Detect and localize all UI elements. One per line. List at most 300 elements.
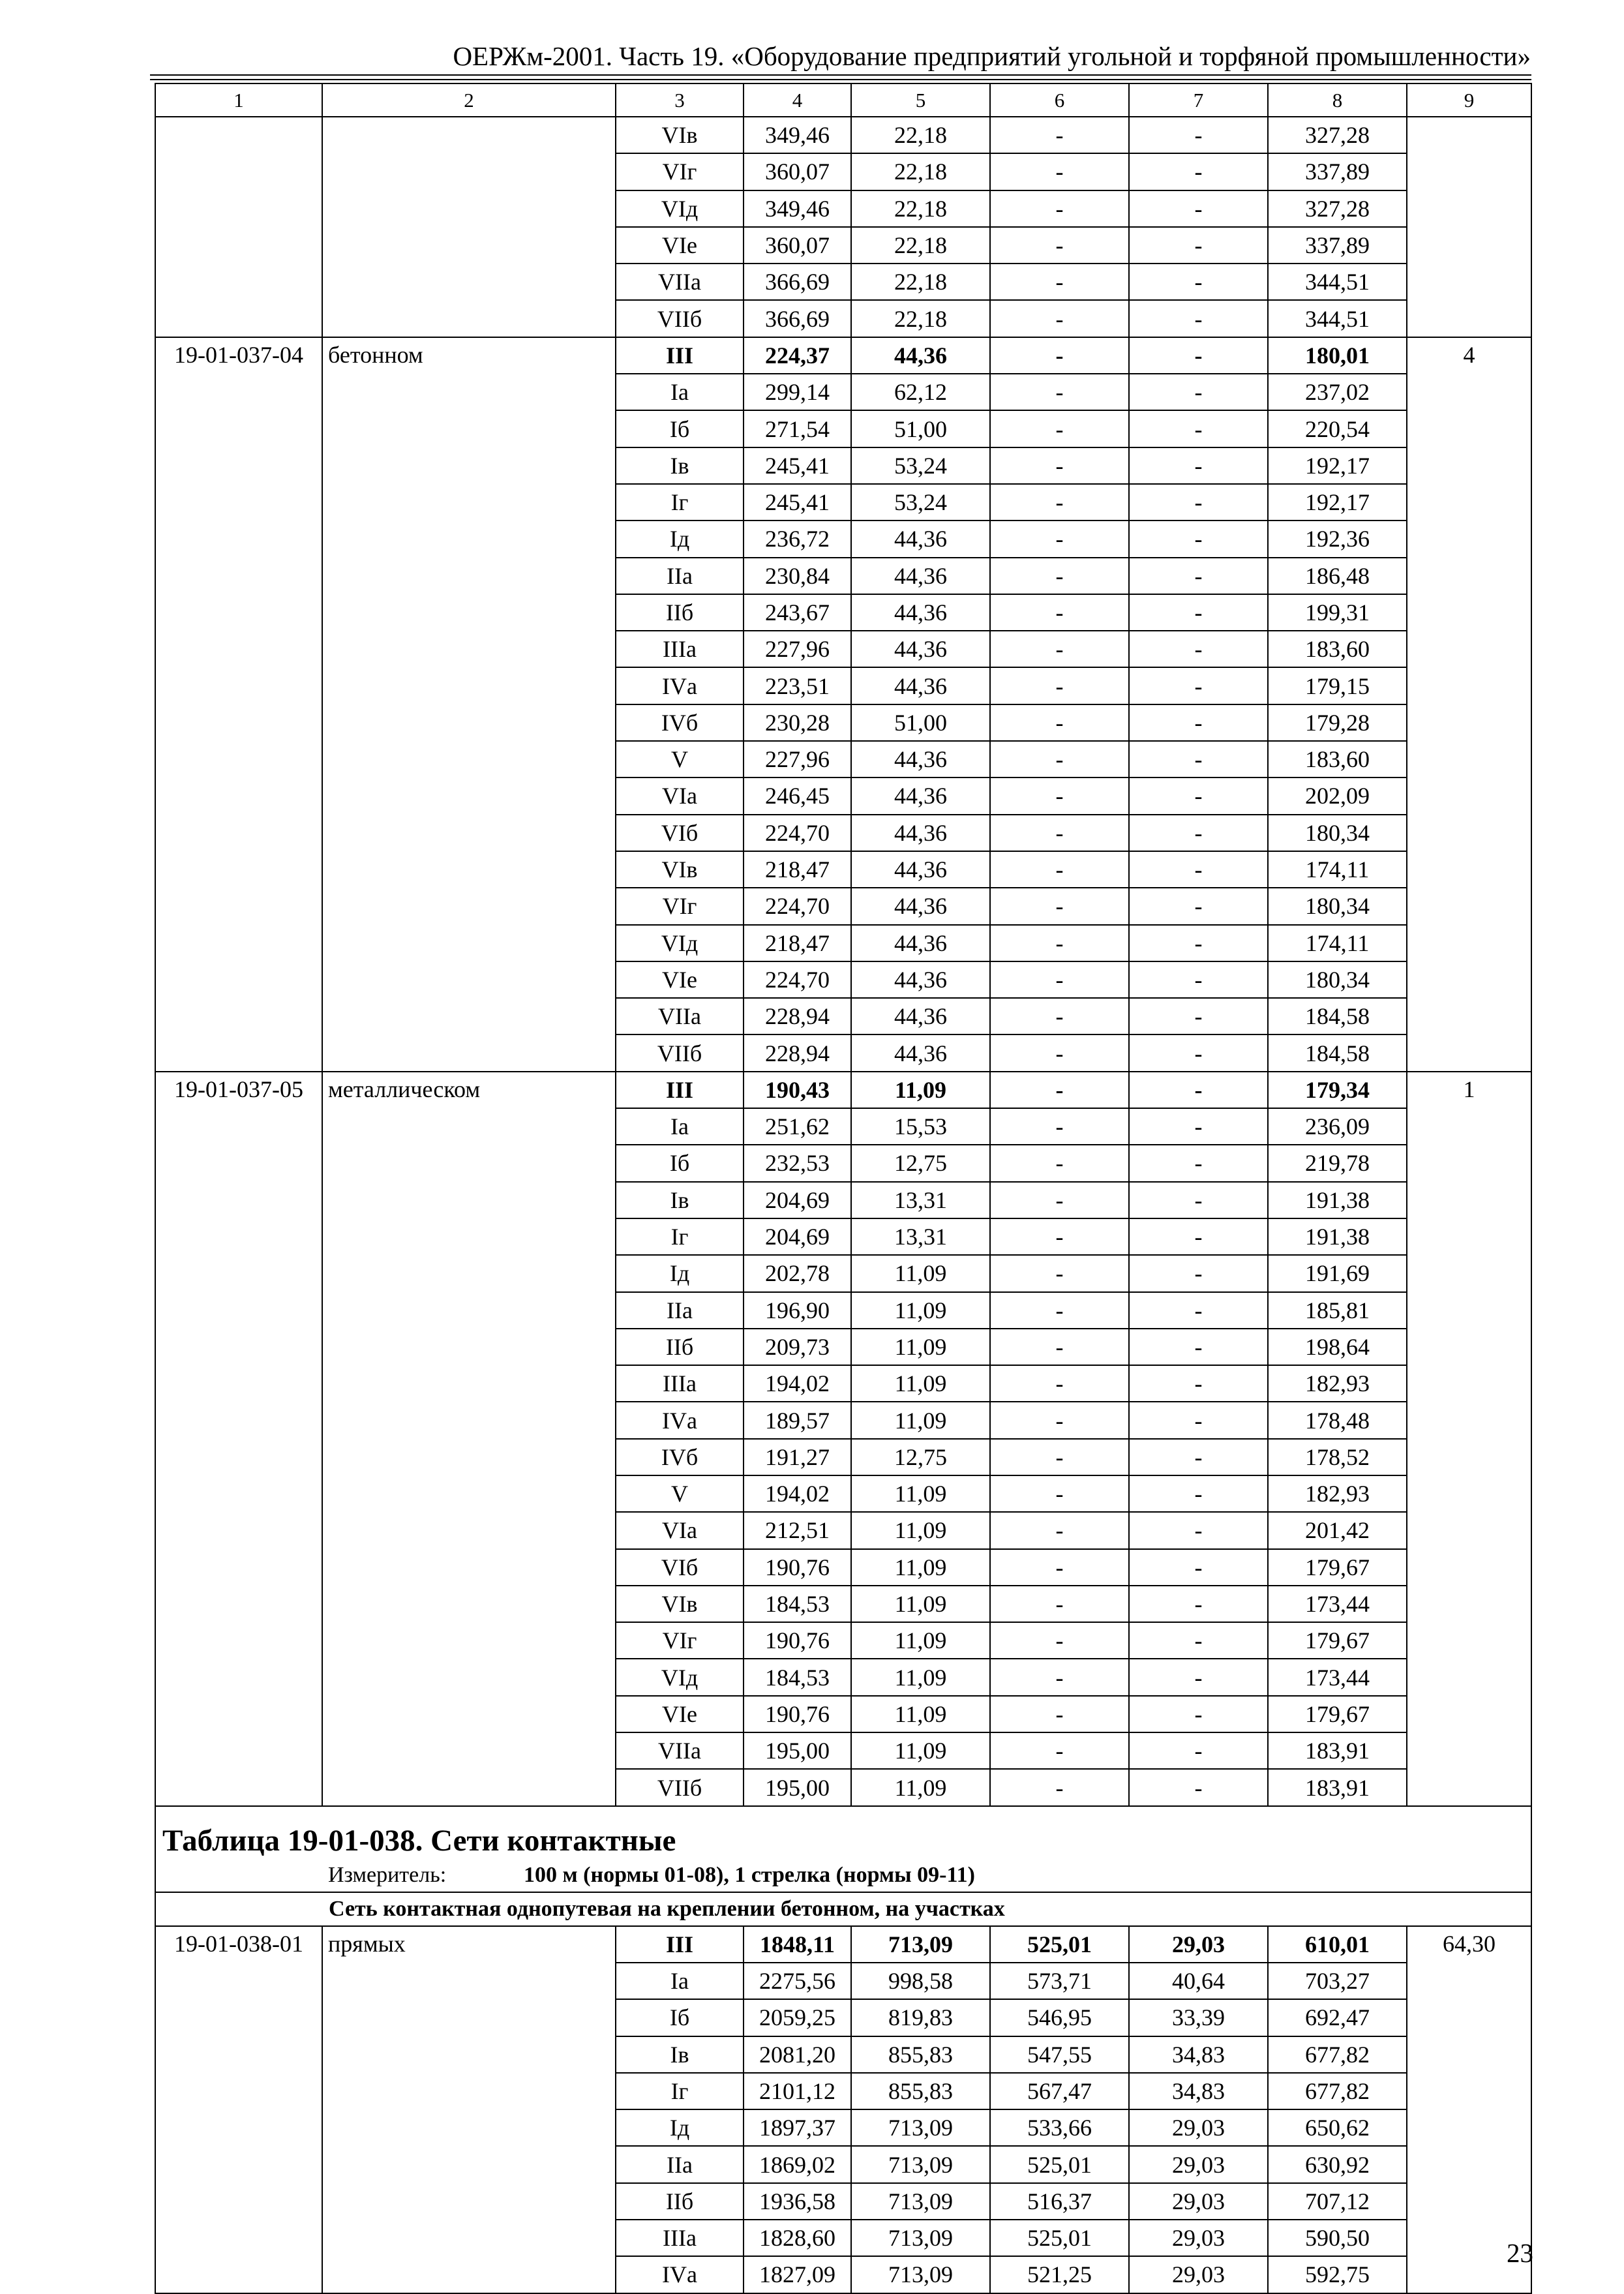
- cost-value: -: [990, 998, 1129, 1034]
- cost-value: -: [1129, 1182, 1268, 1218]
- cost-value: 713,09: [851, 2146, 990, 2182]
- cost-value: 29,03: [1129, 2183, 1268, 2220]
- cost-value: -: [990, 1439, 1129, 1475]
- table-title-row: [155, 1806, 1531, 1859]
- cost-value: -: [990, 1512, 1129, 1548]
- table-body-bottom: [155, 1926, 1531, 2293]
- cost-value: 184,58: [1268, 1034, 1407, 1071]
- zone-code: VIе: [616, 1696, 744, 1732]
- cost-value: 189,57: [744, 1402, 851, 1438]
- cost-value: 11,09: [851, 1512, 990, 1548]
- cost-value: 223,51: [744, 667, 851, 704]
- weight-value: 64,30: [1407, 1926, 1531, 2293]
- cost-value: 366,69: [744, 264, 851, 300]
- cost-value: -: [990, 1072, 1129, 1108]
- zone-code: VIд: [616, 1659, 744, 1695]
- cost-value: -: [1129, 1218, 1268, 1255]
- cost-value: 707,12: [1268, 2183, 1407, 2220]
- cost-value: 44,36: [851, 558, 990, 594]
- cost-value: -: [1129, 1586, 1268, 1622]
- cost-value: 190,76: [744, 1622, 851, 1659]
- cost-value: 713,09: [851, 2220, 990, 2256]
- cost-value: -: [990, 410, 1129, 447]
- cost-value: 224,70: [744, 961, 851, 998]
- cost-value: 546,95: [990, 1999, 1129, 2036]
- cost-value: 198,64: [1268, 1329, 1407, 1365]
- norm-name: бетонном: [322, 337, 616, 1072]
- cost-value: -: [990, 667, 1129, 704]
- cost-value: 11,09: [851, 1586, 990, 1622]
- cost-value: 44,36: [851, 667, 990, 704]
- cost-value: 22,18: [851, 227, 990, 264]
- cost-value: 51,00: [851, 410, 990, 447]
- cost-value: 228,94: [744, 1034, 851, 1071]
- cost-value: 344,51: [1268, 300, 1407, 337]
- cost-value: 44,36: [851, 594, 990, 631]
- cost-value: 29,03: [1129, 2146, 1268, 2182]
- measure-label: Измеритель:: [328, 1862, 447, 1887]
- cost-value: -: [1129, 117, 1268, 153]
- cost-value: 998,58: [851, 1963, 990, 1999]
- cost-value: -: [1129, 190, 1268, 227]
- cost-value: -: [1129, 1732, 1268, 1769]
- cost-value: -: [1129, 521, 1268, 557]
- norm-name: металлическом: [322, 1072, 616, 1806]
- norms-table-wrapper: [155, 83, 1531, 2294]
- cost-value: -: [1129, 558, 1268, 594]
- cost-value: 692,47: [1268, 1999, 1407, 2036]
- cost-value: 44,36: [851, 961, 990, 998]
- cost-value: 44,36: [851, 741, 990, 777]
- cost-value: 525,01: [990, 1926, 1129, 1963]
- cost-value: 547,55: [990, 2036, 1129, 2073]
- cost-value: 44,36: [851, 777, 990, 814]
- cost-value: -: [1129, 631, 1268, 667]
- cost-value: -: [990, 521, 1129, 557]
- cost-value: 201,42: [1268, 1512, 1407, 1548]
- cost-value: -: [1129, 410, 1268, 447]
- zone-code: V: [616, 741, 744, 777]
- cost-value: 1828,60: [744, 2220, 851, 2256]
- table-row: [155, 1926, 1531, 1963]
- cost-value: 11,09: [851, 1255, 990, 1291]
- cost-value: 192,17: [1268, 447, 1407, 484]
- cost-value: 236,09: [1268, 1108, 1407, 1145]
- cost-value: -: [990, 1292, 1129, 1329]
- cost-value: 12,75: [851, 1439, 990, 1475]
- cost-value: -: [990, 484, 1129, 521]
- cost-value: 243,67: [744, 594, 851, 631]
- cost-value: -: [1129, 227, 1268, 264]
- cost-value: -: [990, 227, 1129, 264]
- weight-value: 4: [1407, 337, 1531, 1072]
- cost-value: -: [1129, 1549, 1268, 1586]
- cost-value: 218,47: [744, 851, 851, 888]
- cost-value: 179,28: [1268, 704, 1407, 741]
- zone-code: VIIа: [616, 998, 744, 1034]
- cost-value: 179,15: [1268, 667, 1407, 704]
- cost-value: -: [990, 1182, 1129, 1218]
- cost-value: 180,34: [1268, 815, 1407, 851]
- cost-value: 191,27: [744, 1439, 851, 1475]
- cost-value: -: [1129, 1034, 1268, 1071]
- cost-value: 212,51: [744, 1512, 851, 1548]
- cost-value: -: [1129, 1108, 1268, 1145]
- cost-value: 713,09: [851, 2183, 990, 2220]
- cost-value: 204,69: [744, 1218, 851, 1255]
- cost-value: 29,03: [1129, 1926, 1268, 1963]
- norm-code: 19-01-037-04: [155, 337, 322, 1072]
- cost-value: -: [990, 1034, 1129, 1071]
- cost-value: -: [990, 190, 1129, 227]
- cost-value: 2275,56: [744, 1963, 851, 1999]
- cost-value: 29,03: [1129, 2109, 1268, 2146]
- cost-value: 337,89: [1268, 153, 1407, 190]
- cost-value: 516,37: [990, 2183, 1129, 2220]
- cost-value: -: [1129, 1659, 1268, 1695]
- cost-value: 11,09: [851, 1549, 990, 1586]
- cost-value: 202,09: [1268, 777, 1407, 814]
- norm-code: 19-01-038-01: [155, 1926, 322, 2293]
- cost-value: -: [990, 1218, 1129, 1255]
- cost-value: 11,09: [851, 1475, 990, 1512]
- zone-code: IIа: [616, 558, 744, 594]
- cost-value: -: [1129, 888, 1268, 924]
- cost-value: 34,83: [1129, 2036, 1268, 2073]
- zone-code: IVа: [616, 2256, 744, 2293]
- cost-value: -: [990, 337, 1129, 374]
- cost-value: -: [990, 594, 1129, 631]
- cost-value: 227,96: [744, 741, 851, 777]
- zone-code: VIв: [616, 851, 744, 888]
- cost-value: 245,41: [744, 484, 851, 521]
- cost-value: -: [990, 1145, 1129, 1181]
- cost-value: -: [1129, 1769, 1268, 1805]
- cost-value: -: [1129, 1329, 1268, 1365]
- cost-value: 40,64: [1129, 1963, 1268, 1999]
- cost-value: -: [990, 925, 1129, 961]
- cost-value: 237,02: [1268, 374, 1407, 410]
- cost-value: 230,28: [744, 704, 851, 741]
- cost-value: -: [990, 961, 1129, 998]
- cost-value: -: [1129, 777, 1268, 814]
- cost-value: 13,31: [851, 1182, 990, 1218]
- cost-value: -: [1129, 741, 1268, 777]
- cost-value: 194,02: [744, 1475, 851, 1512]
- column-number: 7: [1129, 83, 1268, 117]
- cost-value: 590,50: [1268, 2220, 1407, 2256]
- cost-value: 11,09: [851, 1072, 990, 1108]
- cost-value: 344,51: [1268, 264, 1407, 300]
- zone-code: IIIа: [616, 1365, 744, 1402]
- cost-value: 195,00: [744, 1732, 851, 1769]
- zone-code: Iд: [616, 521, 744, 557]
- cost-value: -: [990, 741, 1129, 777]
- cost-value: 44,36: [851, 925, 990, 961]
- cost-value: 819,83: [851, 1999, 990, 2036]
- cost-value: 218,47: [744, 925, 851, 961]
- zone-code: VIг: [616, 153, 744, 190]
- cost-value: -: [1129, 851, 1268, 888]
- cost-value: 713,09: [851, 2109, 990, 2146]
- weight-value: 1: [1407, 1072, 1531, 1806]
- cost-value: -: [990, 1659, 1129, 1695]
- zone-code: VIв: [616, 1586, 744, 1622]
- cost-value: 44,36: [851, 521, 990, 557]
- column-number: 9: [1407, 83, 1531, 117]
- cost-value: 11,09: [851, 1402, 990, 1438]
- cost-value: 521,25: [990, 2256, 1129, 2293]
- zone-code: III: [616, 1072, 744, 1108]
- cost-value: 173,44: [1268, 1586, 1407, 1622]
- column-number: 3: [616, 83, 744, 117]
- zone-code: VIд: [616, 925, 744, 961]
- cost-value: 192,36: [1268, 521, 1407, 557]
- cost-value: 610,01: [1268, 1926, 1407, 1963]
- zone-code: IVа: [616, 667, 744, 704]
- cost-value: -: [1129, 1292, 1268, 1329]
- cost-value: 183,91: [1268, 1732, 1407, 1769]
- cost-value: 182,93: [1268, 1475, 1407, 1512]
- norm-name: [322, 117, 616, 337]
- cost-value: 1936,58: [744, 2183, 851, 2220]
- cost-value: 224,70: [744, 888, 851, 924]
- cost-value: -: [1129, 998, 1268, 1034]
- table-row: [155, 117, 1531, 153]
- zone-code: VIIб: [616, 300, 744, 337]
- cost-value: 51,00: [851, 704, 990, 741]
- cost-value: -: [990, 300, 1129, 337]
- zone-code: Iг: [616, 2073, 744, 2109]
- section-row: [155, 1892, 1531, 1926]
- cost-value: -: [1129, 925, 1268, 961]
- cost-value: -: [1129, 264, 1268, 300]
- cost-value: -: [990, 117, 1129, 153]
- cost-value: 360,07: [744, 227, 851, 264]
- cost-value: 11,09: [851, 1365, 990, 1402]
- cost-value: 44,36: [851, 815, 990, 851]
- zone-code: III: [616, 1926, 744, 1963]
- cost-value: -: [1129, 1696, 1268, 1732]
- cost-value: 34,83: [1129, 2073, 1268, 2109]
- zone-code: Iг: [616, 484, 744, 521]
- cost-value: 184,53: [744, 1659, 851, 1695]
- zone-code: Iа: [616, 374, 744, 410]
- cost-value: 525,01: [990, 2146, 1129, 2182]
- cost-value: 33,39: [1129, 1999, 1268, 2036]
- cost-value: 184,53: [744, 1586, 851, 1622]
- norm-code: [155, 117, 322, 337]
- cost-value: 677,82: [1268, 2073, 1407, 2109]
- column-number-row: [155, 83, 1531, 117]
- cost-value: 185,81: [1268, 1292, 1407, 1329]
- cost-value: 190,43: [744, 1072, 851, 1108]
- measure-value: 100 м (нормы 01-08), 1 стрелка (нормы 09-11): [524, 1862, 975, 1887]
- cost-value: 11,09: [851, 1329, 990, 1365]
- zone-code: VIе: [616, 961, 744, 998]
- cost-value: -: [990, 1475, 1129, 1512]
- weight-value: [1407, 117, 1531, 337]
- table-38-header: [155, 1806, 1531, 1926]
- cost-value: 174,11: [1268, 925, 1407, 961]
- zone-code: Iб: [616, 1145, 744, 1181]
- cost-value: -: [990, 888, 1129, 924]
- cost-value: 1897,37: [744, 2109, 851, 2146]
- zone-code: VIб: [616, 815, 744, 851]
- zone-code: IVб: [616, 1439, 744, 1475]
- cost-value: -: [990, 1586, 1129, 1622]
- cost-value: 224,70: [744, 815, 851, 851]
- measure-row: [155, 1859, 1531, 1892]
- cost-value: 22,18: [851, 153, 990, 190]
- norms-table: [155, 83, 1532, 2294]
- cost-value: 299,14: [744, 374, 851, 410]
- cost-value: 525,01: [990, 2220, 1129, 2256]
- cost-value: 11,09: [851, 1622, 990, 1659]
- cost-value: 180,34: [1268, 888, 1407, 924]
- cost-value: 183,91: [1268, 1769, 1407, 1805]
- zone-code: Iб: [616, 1999, 744, 2036]
- cost-value: 650,62: [1268, 2109, 1407, 2146]
- zone-code: IIIа: [616, 631, 744, 667]
- cost-value: 22,18: [851, 264, 990, 300]
- cost-value: 2059,25: [744, 1999, 851, 2036]
- table-body-top: [155, 83, 1531, 1806]
- zone-code: Iа: [616, 1963, 744, 1999]
- cost-value: 245,41: [744, 447, 851, 484]
- cost-value: 29,03: [1129, 2256, 1268, 2293]
- cost-value: 202,78: [744, 1255, 851, 1291]
- cost-value: -: [990, 1769, 1129, 1805]
- zone-code: IIб: [616, 2183, 744, 2220]
- cost-value: 11,09: [851, 1292, 990, 1329]
- cost-value: 11,09: [851, 1732, 990, 1769]
- cost-value: 15,53: [851, 1108, 990, 1145]
- cost-value: 11,09: [851, 1696, 990, 1732]
- cost-value: 180,34: [1268, 961, 1407, 998]
- cost-value: -: [1129, 1402, 1268, 1438]
- cost-value: 271,54: [744, 410, 851, 447]
- cost-value: 855,83: [851, 2036, 990, 2073]
- zone-code: VIа: [616, 1512, 744, 1548]
- zone-code: Iв: [616, 1182, 744, 1218]
- zone-code: VIв: [616, 117, 744, 153]
- cost-value: -: [1129, 1439, 1268, 1475]
- cost-value: 337,89: [1268, 227, 1407, 264]
- cost-value: 190,76: [744, 1696, 851, 1732]
- cost-value: 327,28: [1268, 117, 1407, 153]
- cost-value: 186,48: [1268, 558, 1407, 594]
- cost-value: -: [1129, 1255, 1268, 1291]
- norm-code: 19-01-037-05: [155, 1072, 322, 1806]
- column-number: 8: [1268, 83, 1407, 117]
- cost-value: -: [990, 1329, 1129, 1365]
- cost-value: 13,31: [851, 1218, 990, 1255]
- cost-value: -: [1129, 484, 1268, 521]
- cost-value: 2101,12: [744, 2073, 851, 2109]
- cost-value: 179,67: [1268, 1696, 1407, 1732]
- cost-value: 184,58: [1268, 998, 1407, 1034]
- cost-value: -: [990, 1549, 1129, 1586]
- zone-code: IIа: [616, 1292, 744, 1329]
- cost-value: 232,53: [744, 1145, 851, 1181]
- cost-value: 178,52: [1268, 1439, 1407, 1475]
- cost-value: -: [1129, 447, 1268, 484]
- cost-value: 191,38: [1268, 1218, 1407, 1255]
- cost-value: -: [990, 374, 1129, 410]
- cost-value: 44,36: [851, 851, 990, 888]
- header-rule: [150, 79, 1531, 80]
- cost-value: 44,36: [851, 337, 990, 374]
- zone-code: VIд: [616, 190, 744, 227]
- column-number: 4: [744, 83, 851, 117]
- cost-value: 1848,11: [744, 1926, 851, 1963]
- cost-value: 246,45: [744, 777, 851, 814]
- cost-value: 183,60: [1268, 631, 1407, 667]
- zone-code: VIIб: [616, 1769, 744, 1805]
- cost-value: 12,75: [851, 1145, 990, 1181]
- cost-value: 174,11: [1268, 851, 1407, 888]
- cost-value: 230,84: [744, 558, 851, 594]
- cost-value: -: [1129, 1475, 1268, 1512]
- cost-value: 199,31: [1268, 594, 1407, 631]
- cost-value: 192,17: [1268, 484, 1407, 521]
- cost-value: -: [990, 704, 1129, 741]
- cost-value: 220,54: [1268, 410, 1407, 447]
- measure-cell: [155, 1859, 1531, 1892]
- zone-code: Iд: [616, 1255, 744, 1291]
- cost-value: -: [1129, 961, 1268, 998]
- cost-value: 224,37: [744, 337, 851, 374]
- zone-code: Iа: [616, 1108, 744, 1145]
- cost-value: -: [990, 264, 1129, 300]
- zone-code: VIIб: [616, 1034, 744, 1071]
- cost-value: 236,72: [744, 521, 851, 557]
- cost-value: 11,09: [851, 1659, 990, 1695]
- cost-value: 183,60: [1268, 741, 1407, 777]
- cost-value: -: [1129, 667, 1268, 704]
- zone-code: V: [616, 1475, 744, 1512]
- column-number: 5: [851, 83, 990, 117]
- cost-value: 29,03: [1129, 2220, 1268, 2256]
- cost-value: 573,71: [990, 1963, 1129, 1999]
- cost-value: 190,76: [744, 1549, 851, 1586]
- page-number: 23: [1507, 2238, 1533, 2268]
- cost-value: 11,09: [851, 1769, 990, 1805]
- cost-value: -: [990, 851, 1129, 888]
- cost-value: -: [1129, 1365, 1268, 1402]
- cost-value: -: [990, 1402, 1129, 1438]
- zone-code: IIа: [616, 2146, 744, 2182]
- cost-value: 567,47: [990, 2073, 1129, 2109]
- zone-code: Iг: [616, 1218, 744, 1255]
- zone-code: VIе: [616, 227, 744, 264]
- zone-code: VIIа: [616, 1732, 744, 1769]
- cost-value: -: [1129, 704, 1268, 741]
- cost-value: 44,36: [851, 998, 990, 1034]
- zone-code: VIб: [616, 1549, 744, 1586]
- column-number: 2: [322, 83, 616, 117]
- cost-value: 179,67: [1268, 1549, 1407, 1586]
- cost-value: 630,92: [1268, 2146, 1407, 2182]
- zone-code: Iв: [616, 2036, 744, 2073]
- cost-value: -: [990, 153, 1129, 190]
- cost-value: -: [1129, 1072, 1268, 1108]
- cost-value: 360,07: [744, 153, 851, 190]
- table-row: [155, 1072, 1531, 1108]
- cost-value: 592,75: [1268, 2256, 1407, 2293]
- cost-value: 179,34: [1268, 1072, 1407, 1108]
